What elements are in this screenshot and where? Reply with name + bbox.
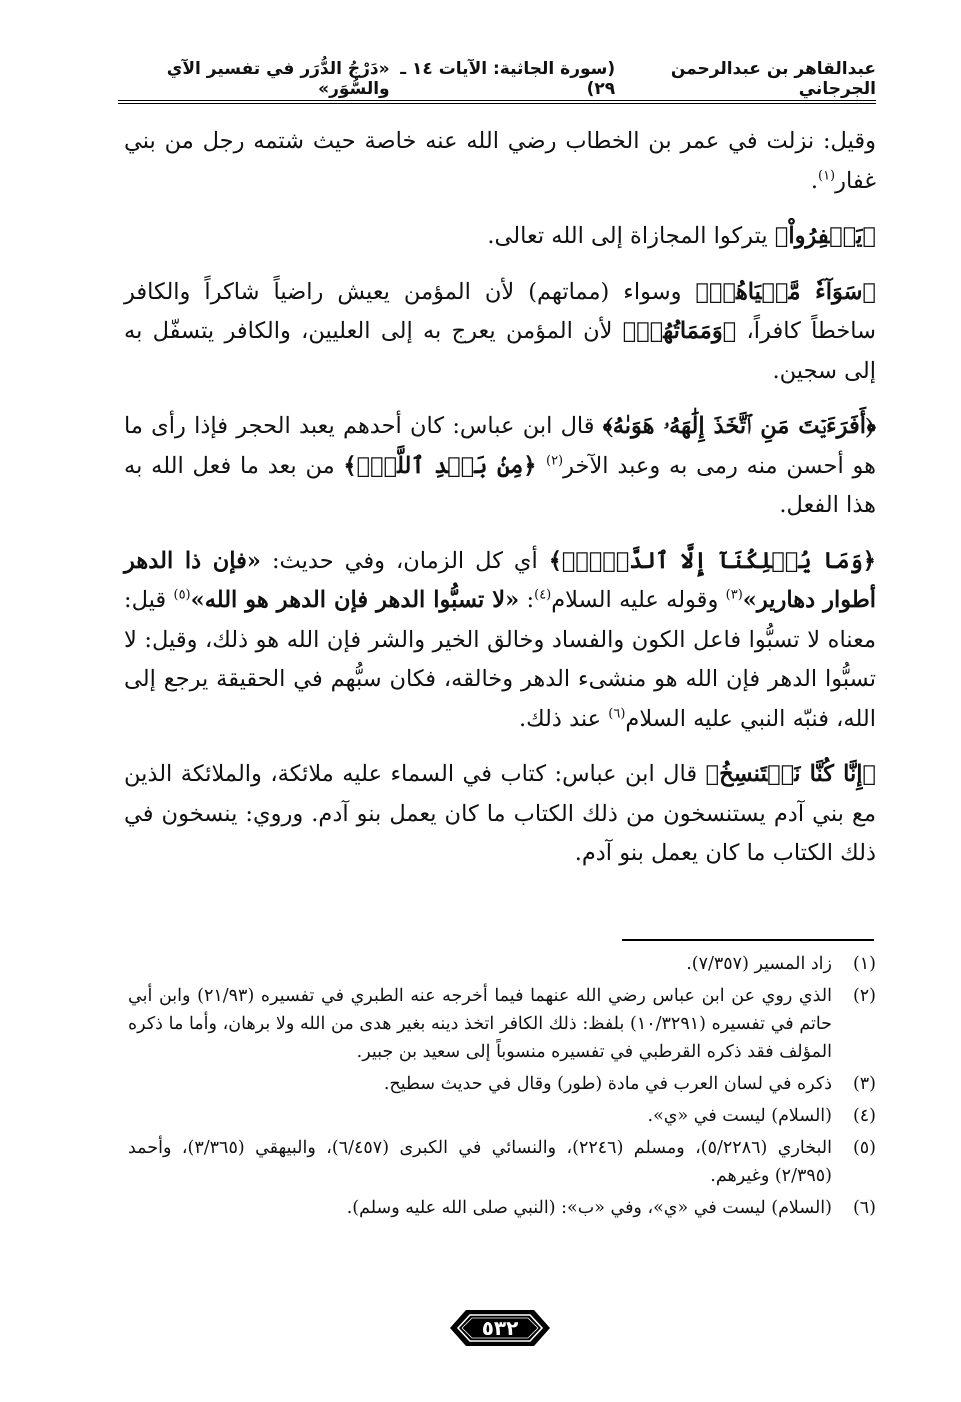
footnote-text: (السلام) ليست في «ي»، وفي «ب»: (النبي صلى الله عليه وسلم). bbox=[346, 1198, 832, 1218]
footnote-ref-5[interactable]: (٥) bbox=[173, 587, 191, 603]
footnote-4 bbox=[128, 1102, 876, 1130]
paragraph-text: يتركوا المجازاة إلى الله تعالى. bbox=[487, 223, 775, 249]
footnote-ref-2[interactable]: (٢) bbox=[545, 453, 564, 468]
paragraph-text: وقيل: نزلت في عمر بن الخطاب رضي الله عنه خاصة حيث شتمه رجل من بني غفار bbox=[124, 128, 876, 194]
main-text bbox=[124, 122, 876, 890]
footnotes bbox=[128, 950, 876, 1226]
quran-verse: ﴿مِنۢ بَعۡدِ ٱللَّهِۚ﴾ bbox=[343, 452, 546, 479]
paragraph-4 bbox=[124, 407, 876, 526]
paragraph-1 bbox=[124, 122, 876, 201]
footnote-text: زاد المسير (٧/٣٥٧). bbox=[686, 954, 832, 974]
footnote-number: (٢) bbox=[852, 986, 876, 1006]
paragraph-text: عند ذلك. bbox=[518, 705, 609, 732]
paragraph-text: أي كل الزمان، وفي حديث: bbox=[261, 547, 549, 574]
quran-verse: ﴿وَمَا يُهۡلِكُنَآ إِلَّا ٱلدَّهۡرُۚ﴾ bbox=[548, 547, 876, 574]
quran-verse: ﴿إِنَّا كُنَّا نَسۡتَنسِخُ﴾ bbox=[705, 761, 876, 787]
paragraph-end: . bbox=[810, 167, 818, 194]
footnote-1 bbox=[128, 950, 876, 978]
paragraph-text: من بعد ما فعل الله به هذا الفعل. bbox=[124, 452, 876, 518]
paragraph-text: وقوله عليه السلام bbox=[551, 587, 726, 613]
paragraph-5 bbox=[124, 542, 876, 740]
footnote-text: الذي روي عن ابن عباس رضي الله عنهما فيما أخرجه عنه الطبري في تفسيره (٢١/٩٣) وابن أبي حاتم في تفسيره (١٠/٣٢٩١) بلفظ: ذلك الكافر اتخذ دينه بغير هدى من الله ولا برهان، وأما ما ذكره المؤلف فقد ذكره القرطبي في تفسيره منسوباً إلى سعيد بن جبير. bbox=[128, 986, 832, 1062]
paragraph-2 bbox=[124, 217, 876, 257]
quran-verse: ﴿أَفَرَءَيۡتَ مَنِ ٱتَّخَذَ إِلَٰهَهُۥ هَوَىٰهُ﴾ bbox=[602, 413, 876, 439]
paragraph-text: قال ابن عباس: كتاب في السماء عليه ملائكة، والملائكة الذين مع بني آدم يستنسخون من ذلك الكتاب ما كان يعمل بنو آدم. وروي: ينسخون في ذلك الكتاب ما كان يعمل بنو آدم. bbox=[124, 761, 876, 866]
paragraph-text: قال ابن عباس: كان أحدهم يعبد الحجر فإذا رأى ما هو أحسن منه رمى به وعبد الآخر bbox=[124, 413, 876, 479]
paragraph-text: قيل: معناه لا تسبُّوا فاعل الكون والفساد وخالق الخير والشر فإن الله هو ذلك، وقيل: لا تسبُّوا الدهر فإن الله هو منشىء الدهر وخالقه، فكان سبُّهم في الحقيقة يرجع إلى الله، فنبّه النبي عليه السلام bbox=[124, 587, 876, 732]
paragraph-text: : bbox=[519, 587, 535, 613]
footnote-number: (٥) bbox=[852, 1138, 876, 1158]
footnote-ref-4[interactable]: (٤) bbox=[534, 587, 552, 603]
header-divider bbox=[118, 100, 876, 104]
quran-verse: ﴿يَغۡفِرُواْ﴾ bbox=[774, 223, 876, 249]
paragraph-text: لأن المؤمن يعرج به إلى العليين، والكافر يتسفّل به إلى سجين. bbox=[124, 318, 876, 384]
footnote-divider bbox=[622, 939, 874, 941]
page-number-ornament bbox=[448, 1306, 552, 1350]
footnote-2 bbox=[128, 982, 876, 1066]
footnote-number: (٣) bbox=[852, 1074, 876, 1094]
running-header bbox=[118, 59, 876, 99]
paragraph-3 bbox=[124, 273, 876, 392]
page-number: ٥٣٢ bbox=[481, 1316, 519, 1340]
header-book-title: «دَرْجُ الدُّرَر في تفسير الآي والسُّوَر» bbox=[166, 59, 390, 99]
footnote-6 bbox=[128, 1194, 876, 1222]
footnote-number: (٤) bbox=[852, 1106, 876, 1126]
footnote-5 bbox=[128, 1134, 876, 1190]
footnote-ref-1[interactable]: (١) bbox=[817, 168, 836, 183]
hadith-quote: «لا تسبُّوا الدهر فإن الدهر هو الله» bbox=[190, 587, 520, 613]
header-author: عبدالقاهر بن عبدالرحمن الجرجاني bbox=[670, 59, 876, 99]
quran-verse: ﴿وَمَمَاتُهُمۡ﴾ bbox=[622, 318, 737, 344]
footnote-text: البخاري (٥/٢٢٨٦)، ومسلم (٢٢٤٦)، والنسائي في الكبرى (٦/٤٥٧)، والبيهقي (٣/٣٦٥)، وأحمد (٢/٣٩٥) وغيرهم. bbox=[128, 1138, 832, 1186]
footnote-number: (٦) bbox=[852, 1198, 876, 1218]
hadith-quote: «فإن ذا الدهر أطوار دهارير» bbox=[124, 547, 877, 613]
footnote-text: ذكره في لسان العرب في مادة (طور) وقال في حديث سطيح. bbox=[383, 1074, 832, 1094]
quran-verse: ﴿سَوَآءٗ مَّحۡيَاهُمۡ﴾ bbox=[695, 278, 876, 305]
paragraph-6 bbox=[124, 755, 876, 874]
paragraph-text: وسواء (مماتهم) لأن المؤمن يعيش راضياً شاكراً والكافر ساخطاً كافراً، bbox=[124, 278, 876, 344]
footnote-number: (١) bbox=[852, 954, 876, 974]
footnote-ref-3[interactable]: (٣) bbox=[725, 587, 743, 603]
footnote-ref-6[interactable]: (٦) bbox=[608, 706, 626, 721]
footnote-3 bbox=[128, 1070, 876, 1098]
footnote-text: (السلام) ليست في «ي». bbox=[647, 1106, 832, 1126]
header-surah: (سورة الجاثية: الآيات ١٤ ـ ٢٩) bbox=[400, 59, 616, 99]
